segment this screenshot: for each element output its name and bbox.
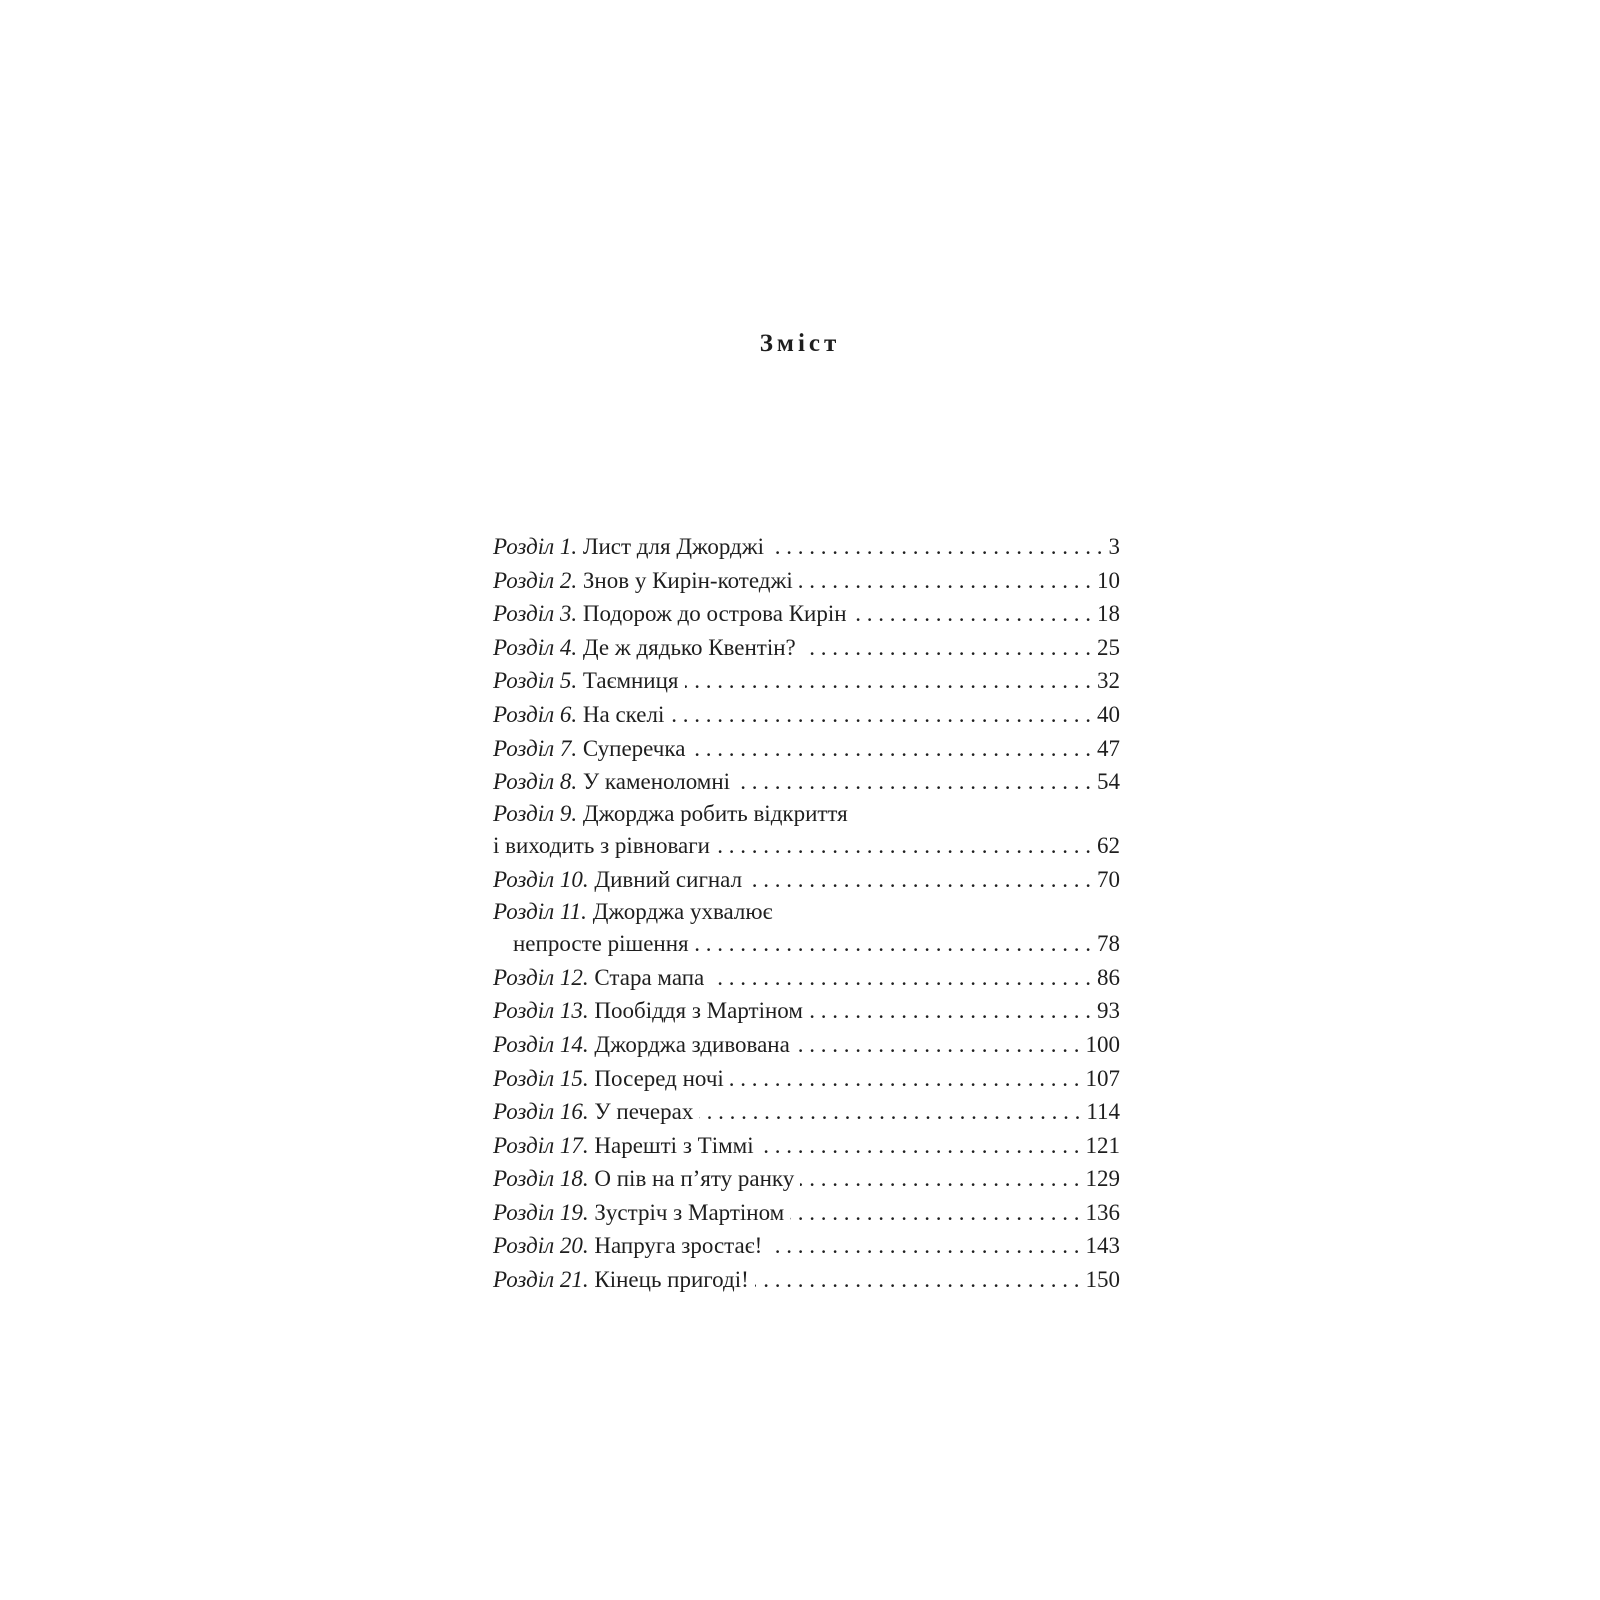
page-number: 136: [1085, 1199, 1120, 1225]
chapter-number: Розділ 1.: [493, 534, 578, 559]
dot-leader: [695, 927, 1091, 961]
dot-leader: [800, 1162, 1079, 1196]
page-number: 121: [1085, 1132, 1120, 1158]
toc-entry-19[interactable]: [493, 1196, 1120, 1230]
page-number: 25: [1097, 634, 1120, 660]
toc-line: [493, 765, 1120, 799]
chapter-number: Розділ 4.: [493, 634, 578, 660]
toc-entry-11[interactable]: [493, 897, 1120, 961]
chapter-title: Таємниця: [582, 668, 679, 694]
dot-leader: [710, 961, 1091, 995]
toc-line: [493, 994, 1120, 1028]
chapter-title: Дивний сигнал: [594, 866, 743, 892]
chapter-title: У печерах: [594, 1099, 694, 1125]
toc-entry-5[interactable]: [493, 664, 1120, 698]
toc-line: [493, 732, 1120, 766]
dot-leader: [809, 994, 1091, 1028]
toc-line: [493, 597, 1120, 631]
chapter-number: Розділ 21.: [493, 1267, 589, 1293]
dot-leader: [670, 698, 1091, 732]
chapter-title: На скелі: [582, 701, 665, 727]
dot-leader: [853, 597, 1091, 631]
toc-line: [493, 698, 1120, 732]
chapter-number: Розділ 9.: [493, 800, 578, 826]
toc-entry-21[interactable]: [493, 1263, 1120, 1297]
chapter-number: Розділ 12.: [493, 964, 589, 990]
toc-line: [493, 1129, 1120, 1163]
page-number: 62: [1097, 833, 1120, 859]
page-number: 10: [1097, 567, 1120, 593]
page-number: 54: [1097, 769, 1120, 795]
toc-line: [493, 530, 1120, 564]
toc-entry-15[interactable]: [493, 1062, 1120, 1096]
chapter-title: Напруга зростає!: [594, 1233, 763, 1259]
toc-line-continued: [493, 927, 1120, 961]
chapter-number: Розділ 20.: [493, 1233, 589, 1259]
chapter-title: Зустріч з Мартіном: [594, 1199, 785, 1225]
page-number: 114: [1086, 1099, 1120, 1125]
chapter-number: Розділ 13.: [493, 998, 589, 1024]
toc-line: [493, 1095, 1120, 1129]
toc-entry-20[interactable]: [493, 1229, 1120, 1263]
chapter-number: Розділ 18.: [493, 1166, 589, 1192]
dot-leader: [760, 1129, 1080, 1163]
chapter-title-continued: і виходить з рівноваги: [493, 833, 710, 859]
dot-leader: [755, 1263, 1080, 1297]
toc-entry-9[interactable]: [493, 799, 1120, 863]
chapter-title: Лист для Джорджі: [582, 534, 765, 559]
toc-line: [493, 1162, 1120, 1196]
toc-line: [493, 631, 1120, 665]
toc-entry-13[interactable]: [493, 994, 1120, 1028]
toc-entry-2[interactable]: [493, 564, 1120, 598]
page-number: 78: [1097, 931, 1120, 957]
toc-entry-14[interactable]: [493, 1028, 1120, 1062]
chapter-number: Розділ 11.: [493, 898, 587, 924]
chapter-title: Кінець пригоді!: [594, 1267, 749, 1293]
dot-leader: [799, 564, 1091, 598]
chapter-number: Розділ 19.: [493, 1199, 589, 1225]
toc-line: [493, 1028, 1120, 1062]
chapter-title: У каменоломні: [582, 769, 731, 795]
chapter-title: Де ж дядько Квентін?: [582, 634, 796, 660]
chapter-number: Розділ 14.: [493, 1031, 589, 1057]
chapter-title: Суперечка: [582, 735, 686, 761]
table-of-contents: [493, 530, 1120, 1297]
chapter-title: Знов у Кирін-котеджі: [582, 567, 793, 593]
page-number: 18: [1097, 601, 1120, 627]
toc-line: [493, 961, 1120, 995]
chapter-title: Нарешті з Тіммі: [594, 1132, 754, 1158]
chapter-title: Джорджа ухвалює: [592, 898, 773, 924]
dot-leader: [699, 1095, 1080, 1129]
chapter-number: Розділ 8.: [493, 769, 578, 795]
toc-line: [493, 1196, 1120, 1230]
chapter-number: Розділ 3.: [493, 601, 578, 627]
toc-line: [493, 1229, 1120, 1263]
chapter-number: Розділ 16.: [493, 1099, 589, 1125]
toc-line: [493, 863, 1120, 897]
chapter-title: Джорджа здивована: [594, 1031, 790, 1057]
toc-entry-1[interactable]: [493, 530, 1120, 564]
toc-entry-4[interactable]: [493, 631, 1120, 665]
toc-line: [493, 564, 1120, 598]
dot-leader: [790, 1196, 1079, 1230]
chapter-number: Розділ 17.: [493, 1132, 589, 1158]
page-number: 93: [1097, 998, 1120, 1024]
dot-leader: [685, 664, 1091, 698]
chapter-title: Джорджа робить відкриття: [582, 800, 848, 826]
dot-leader: [802, 631, 1091, 665]
toc-entry-12[interactable]: [493, 961, 1120, 995]
toc-entry-8[interactable]: [493, 765, 1120, 799]
chapter-title-continued: непросте рішення: [513, 931, 689, 957]
chapter-title: Пообіддя з Мартіном: [594, 998, 803, 1024]
chapter-number: Розділ 10.: [493, 866, 589, 892]
dot-leader: [736, 765, 1091, 799]
page-number: 32: [1097, 668, 1120, 694]
toc-entry-7[interactable]: [493, 732, 1120, 766]
chapter-number: Розділ 15.: [493, 1065, 589, 1091]
dot-leader: [730, 1062, 1080, 1096]
toc-line: [493, 897, 1120, 928]
page-number: 107: [1085, 1065, 1120, 1091]
dot-leader: [748, 863, 1091, 897]
toc-line: [493, 1263, 1120, 1297]
chapter-number: Розділ 7.: [493, 735, 578, 761]
chapter-number: Розділ 6.: [493, 701, 578, 727]
toc-entry-6[interactable]: [493, 698, 1120, 732]
chapter-title: Посеред ночі: [594, 1065, 724, 1091]
toc-entry-3[interactable]: [493, 597, 1120, 631]
chapter-title: Подорож до острова Кирін: [582, 601, 847, 627]
page-title: Зміст: [759, 330, 841, 357]
page-number: 129: [1085, 1166, 1120, 1192]
toc-entry-18[interactable]: [493, 1162, 1120, 1196]
page-number: 3: [1108, 534, 1120, 559]
dot-leader: [796, 1028, 1080, 1062]
page-number: 143: [1085, 1233, 1120, 1259]
dot-leader: [768, 1229, 1079, 1263]
page-number: 40: [1097, 701, 1120, 727]
toc-line: [493, 664, 1120, 698]
chapter-number: Розділ 5.: [493, 668, 578, 694]
chapter-title: Стара мапа: [594, 964, 705, 990]
dot-leader: [716, 829, 1091, 863]
toc-line-continued: [493, 829, 1120, 863]
page-number: 47: [1097, 735, 1120, 761]
toc-line: [493, 1062, 1120, 1096]
toc-entry-10[interactable]: [493, 863, 1120, 897]
chapter-number: Розділ 2.: [493, 567, 578, 593]
toc-line: [493, 799, 1120, 830]
page-number: 86: [1097, 964, 1120, 990]
page-number: 150: [1085, 1267, 1120, 1293]
toc-entry-16[interactable]: [493, 1095, 1120, 1129]
dot-leader: [770, 530, 1102, 564]
dot-leader: [691, 732, 1091, 766]
page-number: 100: [1085, 1031, 1120, 1057]
page-number: 70: [1097, 866, 1120, 892]
toc-entry-17[interactable]: [493, 1129, 1120, 1163]
chapter-title: О пів на п’яту ранку: [594, 1166, 795, 1192]
